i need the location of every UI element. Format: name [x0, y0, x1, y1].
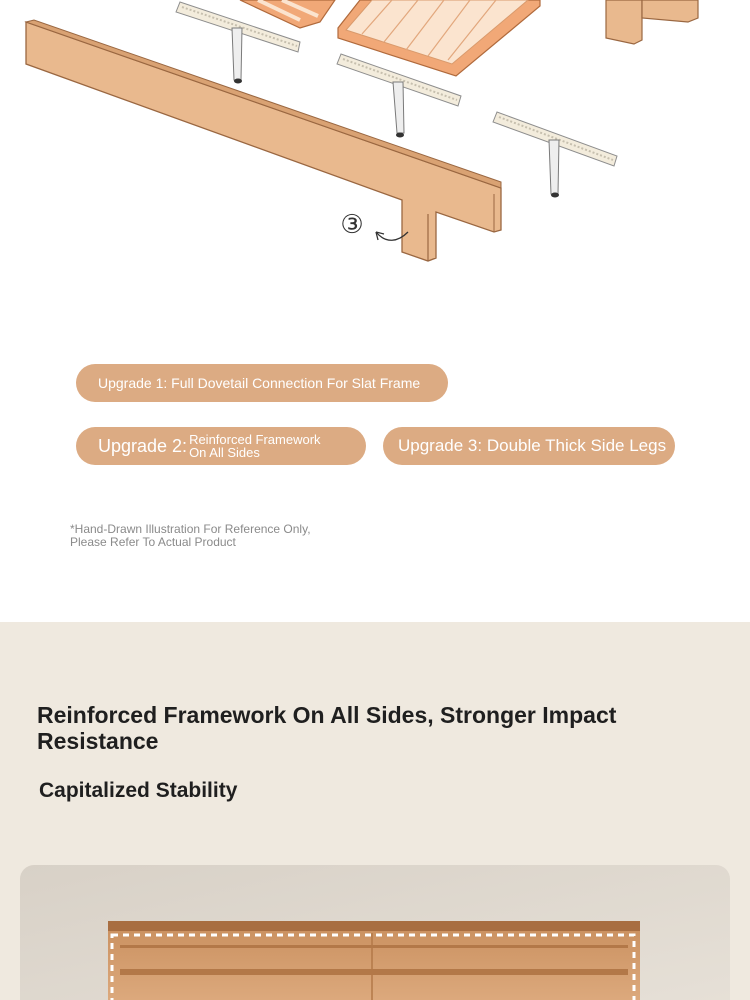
headboard — [108, 921, 640, 1000]
headboard-leg — [606, 0, 698, 44]
upgrade-2-line2: On All Sides — [189, 445, 260, 460]
disclaimer-note — [70, 523, 311, 549]
feature-section — [0, 622, 750, 1000]
feature-subhead: Capitalized Stability — [39, 779, 238, 802]
upgrade-1-badge — [76, 364, 448, 402]
bed-frame-image — [20, 865, 730, 1000]
exploded-bed-illustration — [0, 0, 750, 300]
upgrade-2-badge — [76, 427, 366, 465]
slat-frame-left — [240, 0, 335, 28]
upgrade-2-line1: Reinforced Framework — [189, 432, 321, 447]
upgrade-1-text: Upgrade 1: Full Dovetail Connection For Slat Frame — [98, 375, 421, 391]
upgrade-3-badge — [383, 427, 675, 465]
support-bar-3 — [493, 112, 617, 198]
upgrade-3-text: Upgrade 3: Double Thick Side Legs — [398, 436, 667, 455]
upgrade-2-lead: Upgrade 2: — [98, 435, 188, 456]
feature-headline: Reinforced Framework On All Sides, Stronger Impact Resistance — [37, 702, 617, 754]
disclaimer-line2: Please Refer To Actual Product — [70, 535, 236, 549]
callout-number: ③ — [340, 210, 364, 240]
disclaimer-line1: *Hand-Drawn Illustration For Reference Only, — [70, 522, 311, 536]
bed-photo — [20, 865, 730, 1000]
upgrade-2-detail — [189, 433, 321, 459]
